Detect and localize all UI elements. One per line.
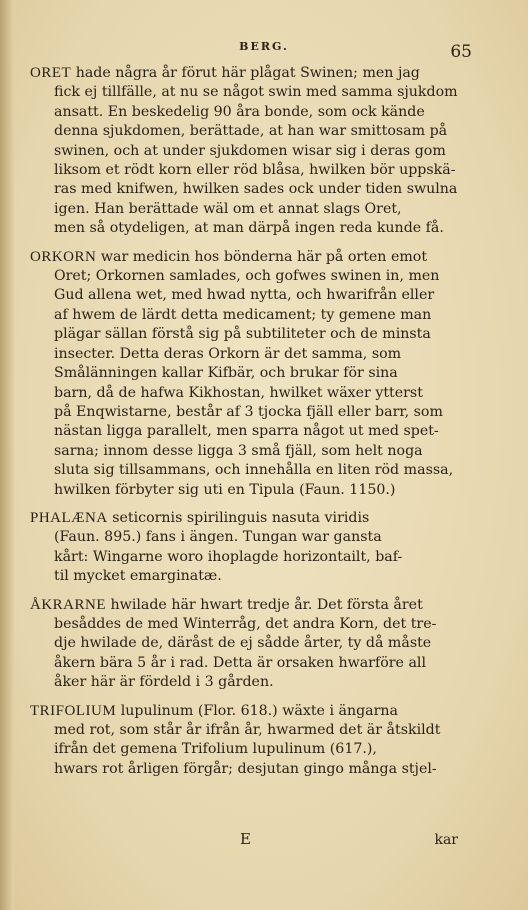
entry-keyword: ÅKRARNE — [30, 596, 107, 613]
entry-line: nästan ligga parallelt, men sparra något ut med spet- — [54, 423, 439, 440]
entry-line: Gud allena wet, med hwad nytta, och hwarifrån eller — [54, 287, 435, 304]
entry-trifolium — [30, 702, 470, 780]
entry-line: insecter. Detta deras Orkorn är det samma, som — [54, 345, 402, 362]
entry-line: hwilade här hwart tredje år. Det första året — [110, 596, 423, 613]
entry-line: åker här är fördeld i 3 gården. — [54, 674, 274, 691]
entry-keyword: TRIFOLIUM — [30, 702, 117, 719]
entry-line: ifrån det gemena Trifolium lupulinum (617.), — [54, 741, 377, 758]
entry-line: swinen, och at under sjukdomen wisar sig i deras gom — [54, 142, 446, 159]
entry-keyword: ORET — [30, 65, 72, 81]
entry-line: liksom et rödt korn eller röd blåsa, hwilken bör uppskä- — [54, 162, 456, 179]
entry-line: lupulinum (Flor. 618.) wäxte i ängarna — [120, 702, 399, 719]
entry-line: Smålänningen kallar Kifbär, och brukar för sina — [54, 365, 398, 382]
catchword: kar — [434, 832, 458, 848]
entry-line: denna sjukdomen, berättade, at han war smittosam på — [54, 123, 448, 140]
entry-line: war medicin hos bönderna här på orten emot — [100, 248, 428, 265]
entry-line: med rot, som står år ifrån år, hwarmed det är åtskildt — [54, 722, 441, 738]
entry-line: sarna; innom desse ligga 3 små fjäll, som helt noga — [54, 442, 423, 459]
entry-line: seticornis spirilinguis nasuta viridis — [112, 509, 370, 526]
body-text — [30, 64, 470, 788]
entry-keyword: PHALÆNA — [30, 509, 108, 526]
entry-keyword: ORKORN — [30, 248, 97, 265]
entry-line: men så otydeligen, at man därpå ingen reda kunde få. — [54, 220, 444, 237]
entry-line: åkern bära 5 år i rad. Detta är orsaken hwarföre all — [54, 654, 426, 671]
entry-line: på Enqwistarne, består af 3 tjocka fjäll eller barr, som — [54, 403, 443, 420]
entry-line: besåddes de med Winterråg, det andra Korn, det tre- — [54, 615, 437, 632]
entry-line: ansatt. En beskedelig 90 åra bonde, som ock kände — [54, 103, 425, 120]
page-gutter — [0, 0, 14, 910]
entry-line: plägar sällan förstå sig på subtiliteter och de minsta — [54, 326, 431, 343]
entry-line: fick ej tillfälle, at nu se något swin med samma sjukdom — [54, 84, 458, 101]
signature-mark: E — [240, 830, 251, 848]
entry-phalaena — [30, 509, 470, 587]
entry-line: ras med knifwen, hwilken sades ock under tiden swulna — [54, 181, 458, 198]
entry-line: hwilken förbyter sig uti en Tipula (Faun. 1150.) — [54, 481, 396, 498]
entry-line: barn, då de hafwa Kikhostan, hwilket wäxer ytterst — [54, 384, 423, 401]
entry-line: (Faun. 895.) fans i ängen. Tungan war gansta — [54, 529, 382, 546]
entry-oret — [30, 64, 470, 239]
entry-line: kårt: Wingarne woro ihoplagde horizontailt, baf- — [54, 548, 403, 565]
entry-line: igen. Han berättade wäl om et annat slags Oret, — [54, 200, 402, 217]
entry-line: til mycket emarginatæ. — [54, 568, 222, 585]
entry-line: Oret; Orkornen samlades, och gofwes swinen in, men — [54, 268, 440, 285]
entry-orkorn — [30, 248, 470, 500]
entry-line: af hwem de lärdt detta medicament; ty gemene man — [54, 306, 432, 323]
entry-line: sluta sig tillsammans, och innehålla en liten röd massa, — [54, 462, 454, 479]
entry-akrarne — [30, 596, 470, 693]
entry-line: dje hwilade de, däråst de ej sådde årter, ty då måste — [54, 635, 432, 652]
running-header: BERG. — [239, 40, 289, 53]
page-number: 65 — [450, 42, 472, 62]
entry-line: hade några år förut här plågat Swinen; men jag — [75, 65, 420, 81]
entry-line: hwars rot årligen förgår; desjutan gingo många stjel- — [54, 760, 437, 777]
